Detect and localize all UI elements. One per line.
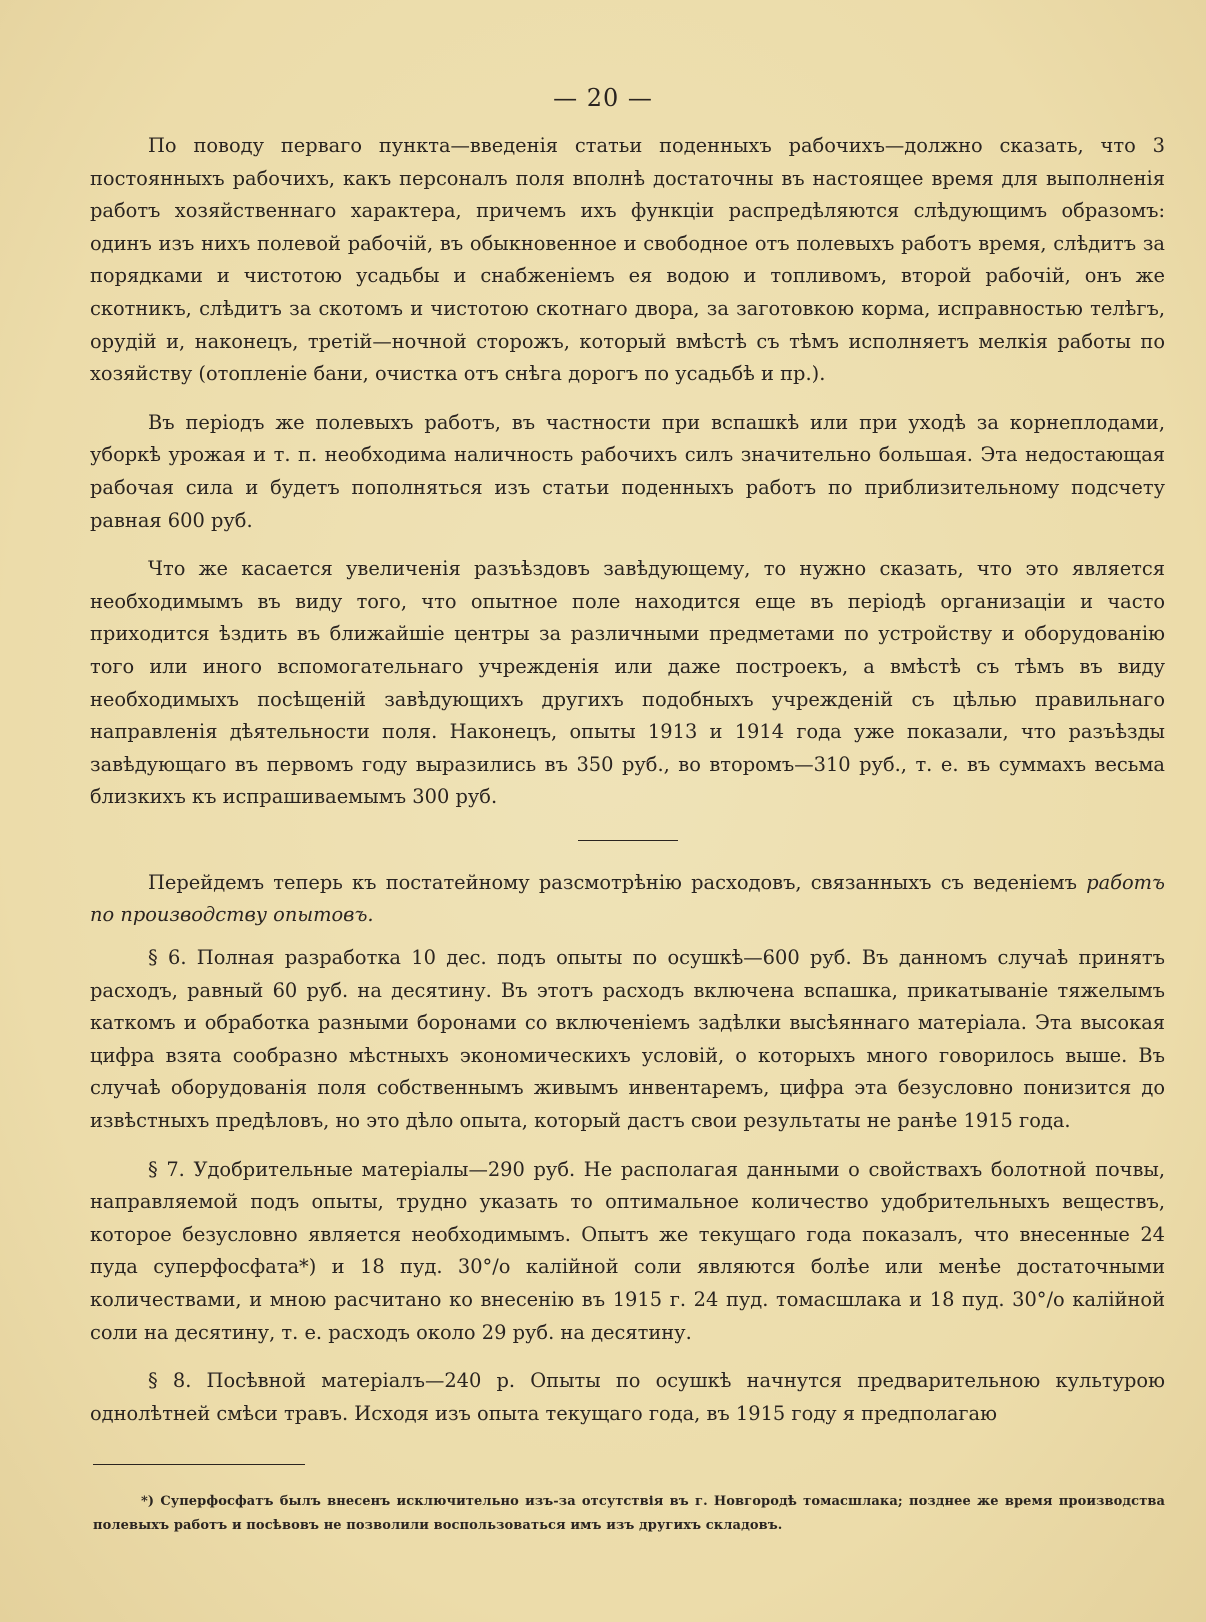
paragraph-2: Въ періодъ же полевыхъ работъ, въ частности при вспашкѣ или при уходѣ за корнеплодами, уборкѣ урожая и т. п. необходима наличность рабочихъ силъ значительно большая. Эта недостающая рабочая сила и будетъ пополняться изъ статьи поденныхъ работъ по приблизительному подсчету равная 600 руб. xyxy=(90,410,1165,532)
transition-text: Перейдемъ теперь къ постатейному разсмотрѣнію расходовъ, связанныхъ съ веденіемъ xyxy=(148,870,1077,894)
footnote-divider xyxy=(93,1464,305,1465)
section-6: § 6. Полная разработка 10 дес. подъ опыты по осушкѣ—600 руб. Въ данномъ случаѣ принятъ расходъ, равный 60 руб. на десятину. Въ этотъ расходъ включена вспашка, прикатываніе тяжелымъ каткомъ и обработка разными боронами со включеніемъ задѣлки высѣяннаго матеріала. Эта высокая цифра взята сообразно мѣстныхъ экономическихъ условій, о которыхъ много говорилось выше. Въ случаѣ оборудованія поля собственнымъ живымъ инвентаремъ, цифра эта безусловно понизится до извѣстныхъ предѣловъ, но это дѣло опыта, который дастъ свои результаты не ранѣе 1915 года. xyxy=(90,946,1165,1133)
footnote: *) Суперфосфатъ былъ внесенъ исключительно изъ-за отсутствія въ г. Новгородѣ томасшлака; позднее же время производства полевыхъ работъ и посѣвовъ не позволили воспользоваться имъ изъ другихъ складовъ. xyxy=(93,1494,1165,1533)
section-7: § 7. Удобрительные матеріалы—290 руб. Не располагая данными о свойствахъ болотной почвы, направляемой подъ опыты, трудно указать то оптимальное количество удобрительныхъ веществъ, которое безусловно является необходимымъ. Опытъ же текущаго года показалъ, что внесенные 24 пуда суперфосфата*) и 18 пуд. 30°/о калійной соли являются болѣе или менѣе достаточными количествами, и мною расчитано ко внесенію въ 1915 г. 24 пуд. томасшлака и 18 пуд. 30°/о калійной соли на десятину, т. е. расходъ около 29 руб. на десятину. xyxy=(90,1157,1165,1344)
page-number: — 20 — xyxy=(553,84,653,112)
transition-italic: работъ по производству опытовъ. xyxy=(90,870,1165,927)
paragraph-3: Что же касается увеличенія разъѣздовъ завѣдующему, то нужно сказать, что это является необходимымъ въ виду того, что опытное поле находится еще въ періодѣ организаціи и часто приходится ѣздить въ ближайшіе центры за различными предметами по устройству и оборудованію того или иного вспомогательнаго учрежденія или даже построекъ, а вмѣстѣ съ тѣмъ въ виду необходимыхъ посѣщеній завѣдующихъ другихъ подобныхъ учрежденій съ цѣлью правильнаго направленія дѣятельности поля. Наконецъ, опыты 1913 и 1914 года уже показали, что разъѣзды завѣдующаго въ первомъ году выразились въ 350 руб., во второмъ—310 руб., т. е. въ суммахъ весьма близкихъ къ испрашиваемымъ 300 руб. xyxy=(90,557,1165,809)
main-text xyxy=(90,130,1165,1446)
transition-paragraph xyxy=(90,867,1165,932)
section-divider xyxy=(578,840,678,841)
paragraph-1: По поводу перваго пункта—введенія статьи поденныхъ рабочихъ—должно сказать, что 3 постоянныхъ рабочихъ, какъ персоналъ поля вполнѣ достаточны въ настоящее время для выполненія работъ хозяйственнаго характера, причемъ ихъ функціи распредѣляются слѣдующимъ образомъ: одинъ изъ нихъ полевой рабочій, въ обыкновенное и свободное отъ полевыхъ работъ время, слѣдитъ за порядками и чистотою усадьбы и снабженіемъ ея водою и топливомъ, второй рабочій, онъ же скотникъ, слѣдитъ за скотомъ и чистотою скотнаго двора, за заготовкою корма, исправностью телѣгъ, орудій и, наконецъ, третій—ночной сторожъ, который вмѣстѣ съ тѣмъ исполняетъ мелкія работы по хозяйству (отопленіе бани, очистка отъ снѣга дорогъ по усадьбѣ и пр.). xyxy=(90,134,1165,386)
section-8: § 8. Посѣвной матеріалъ—240 р. Опыты по осушкѣ начнутся предварительною культурою однолѣтней смѣси травъ. Исходя изъ опыта текущаго года, въ 1915 году я предполагаю xyxy=(90,1369,1165,1425)
